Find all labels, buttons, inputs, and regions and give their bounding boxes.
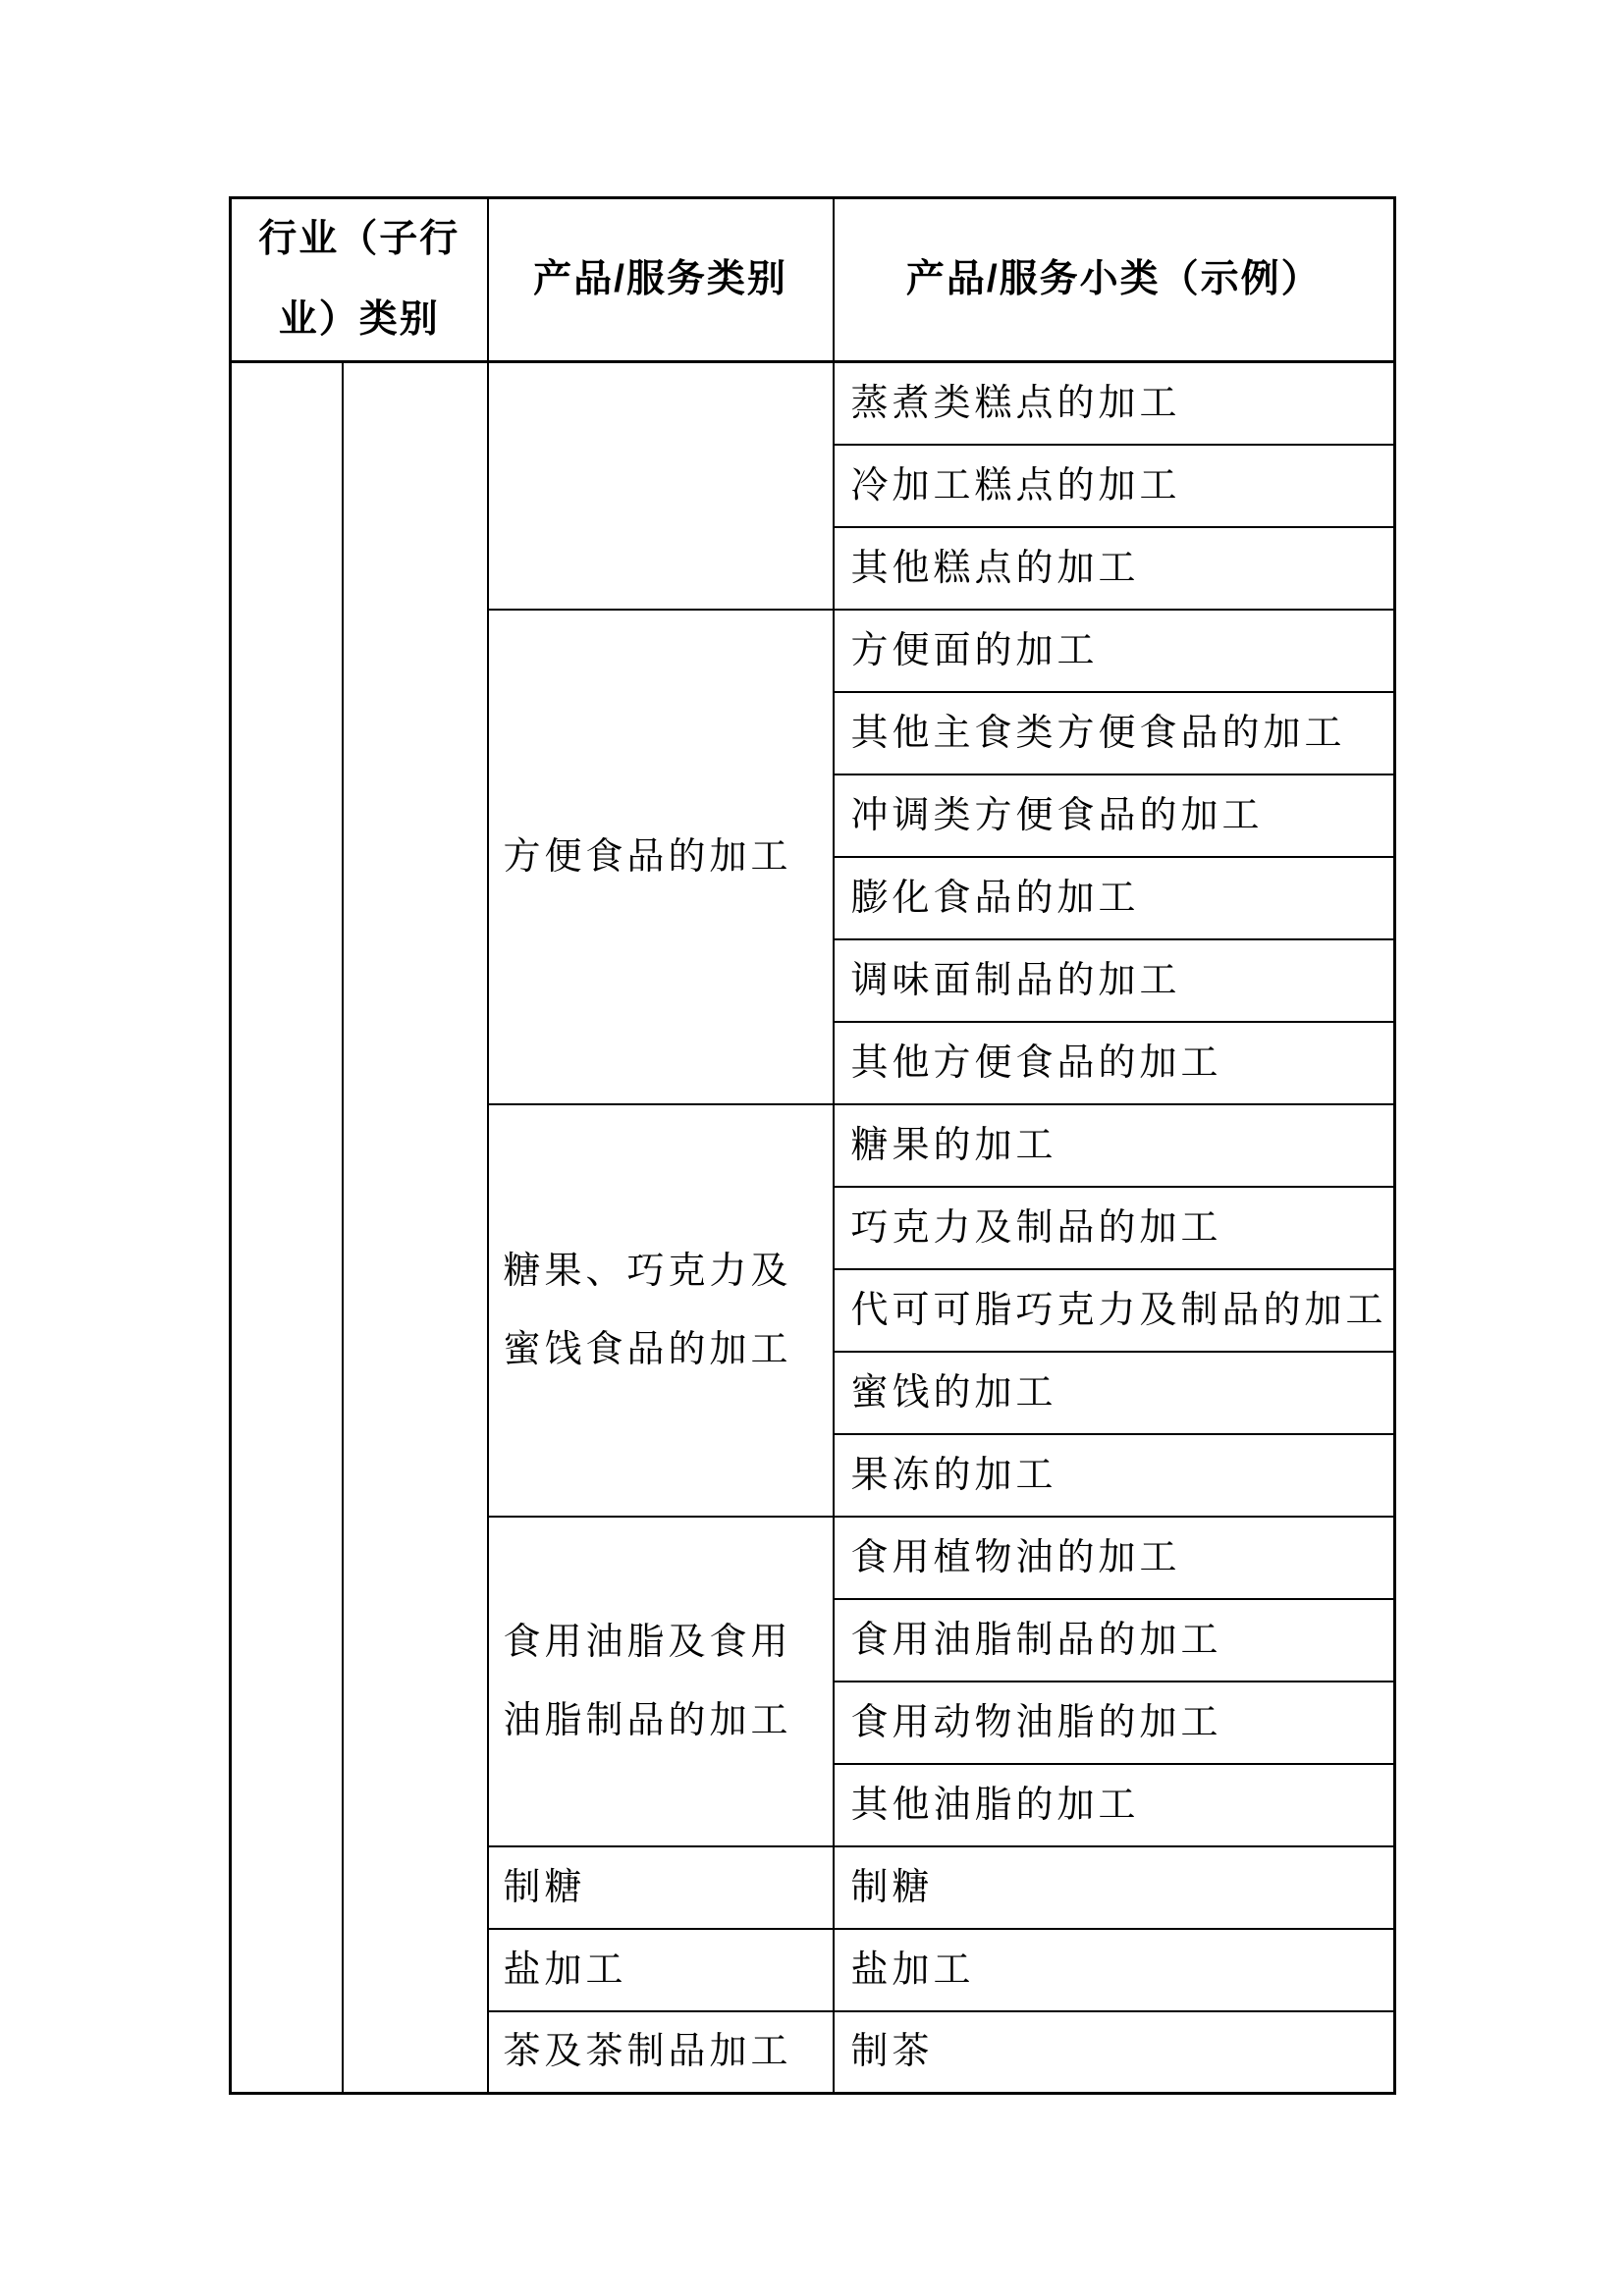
product-subcategory-cell: 冷加工糕点的加工 (834, 445, 1395, 527)
product-subcategory-cell: 食用植物油的加工 (834, 1517, 1395, 1599)
header-row (231, 198, 1395, 362)
product-subcategory-cell: 糖果的加工 (834, 1104, 1395, 1187)
product-subcategory-cell: 制糖 (834, 1846, 1395, 1929)
product-category-cell: 食用油脂及食用油脂制品的加工 (488, 1517, 834, 1846)
product-subcategory-cell: 调味面制品的加工 (834, 939, 1395, 1022)
product-category-cell: 糖果、巧克力及蜜饯食品的加工 (488, 1104, 834, 1517)
industry-column-cell (231, 362, 343, 2094)
header-product-service-category: 产品/服务类别 (488, 198, 834, 362)
classification-table (229, 196, 1396, 2095)
product-subcategory-cell: 巧克力及制品的加工 (834, 1187, 1395, 1269)
product-subcategory-cell: 其他糕点的加工 (834, 527, 1395, 610)
header-product-service-subcategory: 产品/服务小类（示例） (834, 198, 1395, 362)
product-subcategory-cell: 其他油脂的加工 (834, 1764, 1395, 1846)
product-category-cell (488, 362, 834, 610)
product-subcategory-cell: 果冻的加工 (834, 1434, 1395, 1517)
product-category-cell: 茶及茶制品加工 (488, 2011, 834, 2094)
product-subcategory-cell: 食用油脂制品的加工 (834, 1599, 1395, 1682)
product-category-cell: 盐加工 (488, 1929, 834, 2011)
product-subcategory-cell: 制茶 (834, 2011, 1395, 2094)
product-subcategory-cell: 蒸煮类糕点的加工 (834, 362, 1395, 445)
product-category-cell: 制糖 (488, 1846, 834, 1929)
table-body (231, 362, 1395, 2094)
product-subcategory-cell: 冲调类方便食品的加工 (834, 774, 1395, 857)
product-subcategory-cell: 其他主食类方便食品的加工 (834, 692, 1395, 774)
product-subcategory-cell: 膨化食品的加工 (834, 857, 1395, 939)
product-subcategory-cell: 方便面的加工 (834, 610, 1395, 692)
sub-industry-column-cell (343, 362, 488, 2094)
product-subcategory-cell: 盐加工 (834, 1929, 1395, 2011)
product-category-cell: 方便食品的加工 (488, 610, 834, 1104)
product-subcategory-cell: 代可可脂巧克力及制品的加工 (834, 1269, 1395, 1352)
product-subcategory-cell: 其他方便食品的加工 (834, 1022, 1395, 1104)
product-subcategory-cell: 蜜饯的加工 (834, 1352, 1395, 1434)
header-industry-category: 行业（子行业）类别 (231, 198, 488, 362)
table-row (231, 362, 1395, 445)
product-subcategory-cell: 食用动物油脂的加工 (834, 1682, 1395, 1764)
